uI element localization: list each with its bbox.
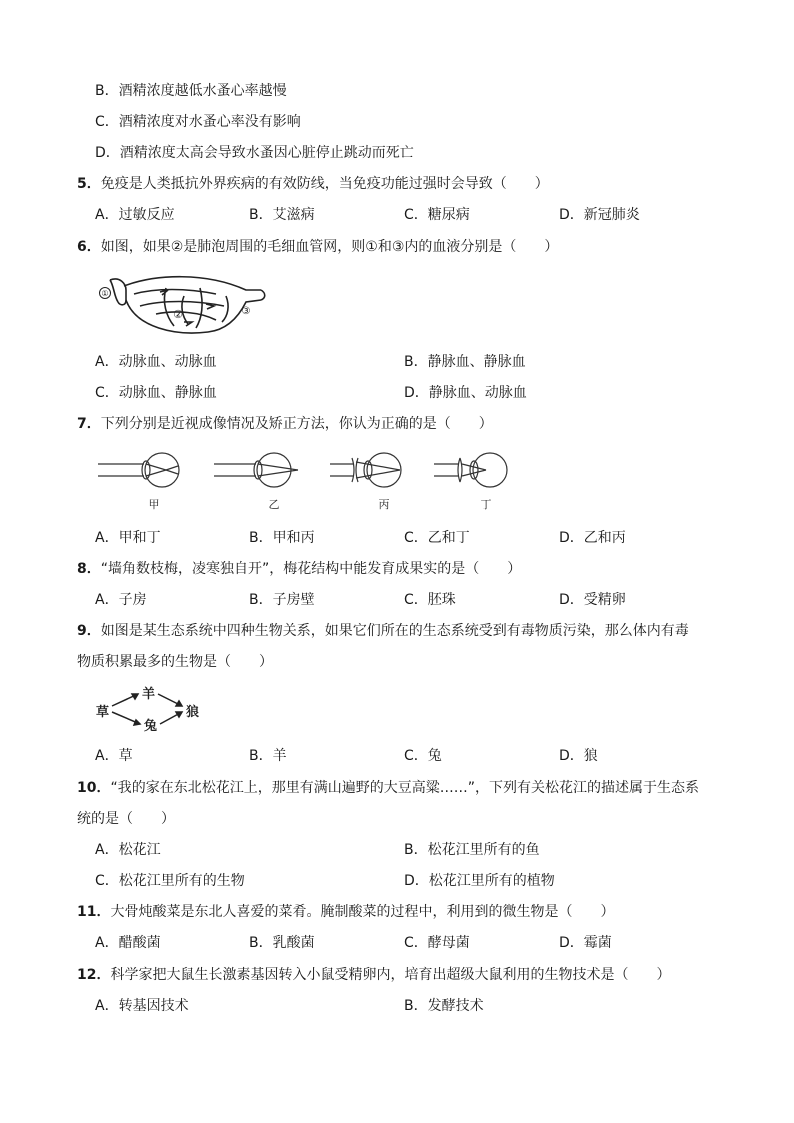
q4-option-b: B．酒精浓度越低水蚤心率越慢 bbox=[95, 83, 287, 99]
figure-label-3: ③ bbox=[241, 306, 251, 317]
food-web-grass: 草 bbox=[96, 705, 110, 720]
q6-option-d: D．静脉血、动脉血 bbox=[404, 385, 527, 401]
q8-option-c: C．胚珠 bbox=[404, 592, 456, 608]
q8-option-a: A．子房 bbox=[95, 592, 147, 608]
q12-stem: 科学家把大鼠生长激素基因转入小鼠受精卵内，培育出超级大鼠利用的生物技术是（ ） bbox=[110, 967, 671, 983]
q5-stem-line bbox=[77, 174, 549, 194]
q10-stem-line-1 bbox=[77, 778, 699, 798]
q5-option-c: C．糖尿病 bbox=[404, 207, 470, 223]
q5-option-a: A．过敏反应 bbox=[95, 207, 175, 223]
q6-option-a: A．动脉血、动脉血 bbox=[95, 354, 217, 370]
q8-option-d: D．受精卵 bbox=[559, 592, 626, 608]
q5-option-d: D．新冠肺炎 bbox=[559, 207, 640, 223]
q11-option-d: D．霉菌 bbox=[559, 935, 612, 951]
q5-number: 5． bbox=[77, 176, 101, 192]
q6-stem-line bbox=[77, 237, 558, 257]
q12-option-a: A．转基因技术 bbox=[95, 998, 189, 1014]
q9-option-c: C．兔 bbox=[404, 748, 442, 764]
q11-stem-line bbox=[77, 902, 614, 922]
q5-option-b: B．艾滋病 bbox=[249, 207, 315, 223]
q9-option-d: D．狼 bbox=[559, 748, 598, 764]
eye-label-jia: 甲 bbox=[148, 498, 160, 511]
q10-option-d: D．松花江里所有的植物 bbox=[404, 873, 555, 889]
q11-number: 11． bbox=[77, 904, 111, 920]
q6-option-c: C．动脉血、静脉血 bbox=[95, 385, 217, 401]
q7-option-a: A．甲和丁 bbox=[95, 530, 161, 546]
q11-option-a: A．醋酸菌 bbox=[95, 935, 161, 951]
q11-option-b: B．乳酸菌 bbox=[249, 935, 315, 951]
q7-stem: 下列分别是近视成像情况及矫正方法，你认为正确的是（ ） bbox=[100, 416, 493, 432]
q12-number: 12． bbox=[77, 967, 111, 983]
q8-option-b: B．子房壁 bbox=[249, 592, 315, 608]
q5-stem: 免疫是人类抵抗外界疾病的有效防线，当免疫功能过强时会导致（ ） bbox=[100, 176, 549, 192]
q6-number: 6． bbox=[77, 239, 101, 255]
q7-stem-line bbox=[77, 414, 493, 434]
q4-option-d: D．酒精浓度太高会导致水蚤因心脏停止跳动而死亡 bbox=[95, 145, 414, 161]
q7-option-b: B．甲和丙 bbox=[249, 530, 315, 546]
q9-stem-line-2: 物质积累最多的生物是（ ） bbox=[77, 654, 273, 670]
capillary-network-figure bbox=[96, 266, 266, 344]
q7-option-d: D．乙和丙 bbox=[559, 530, 626, 546]
eye-diagrams-figure bbox=[96, 446, 516, 514]
q10-option-a: A．松花江 bbox=[95, 842, 161, 858]
q8-number: 8． bbox=[77, 561, 101, 577]
q12-stem-line bbox=[77, 965, 670, 985]
figure-label-1: ① bbox=[101, 289, 109, 298]
q9-option-b: B．羊 bbox=[249, 748, 287, 764]
figure-label-2: ② bbox=[173, 308, 183, 321]
q10-stem-1: “我的家在东北松花江上，那里有满山遍野的大豆高粱……”，下列有关松花江的描述属于生态系 bbox=[110, 780, 699, 796]
q11-option-c: C．酵母菌 bbox=[404, 935, 470, 951]
q12-option-b: B．发酵技术 bbox=[404, 998, 484, 1014]
q9-number: 9． bbox=[77, 623, 101, 639]
q6-option-b: B．静脉血、静脉血 bbox=[404, 354, 526, 370]
q11-stem: 大骨炖酸菜是东北人喜爱的菜肴。腌制酸菜的过程中，利用到的微生物是（ ） bbox=[110, 904, 615, 920]
q10-number: 10． bbox=[77, 780, 111, 796]
q7-option-c: C．乙和丁 bbox=[404, 530, 470, 546]
q10-option-c: C．松花江里所有的生物 bbox=[95, 873, 245, 889]
q10-stem-line-2: 统的是（ ） bbox=[77, 811, 175, 827]
q8-stem: “墙角数枝梅，凌寒独自开”，梅花结构中能发育成果实的是（ ） bbox=[100, 561, 522, 577]
q9-stem-line-1 bbox=[77, 621, 689, 641]
q8-stem-line bbox=[77, 559, 521, 579]
food-web-figure bbox=[96, 684, 216, 734]
food-web-rabbit: 兔 bbox=[144, 719, 158, 734]
eye-label-yi: 乙 bbox=[268, 498, 280, 511]
food-web-sheep: 羊 bbox=[142, 687, 156, 702]
q9-stem-1: 如图是某生态系统中四种生物关系，如果它们所在的生态系统受到有毒物质污染，那么体内有毒 bbox=[100, 623, 689, 639]
q6-stem: 如图，如果②是肺泡周围的毛细血管网，则①和③内的血液分别是（ ） bbox=[100, 239, 559, 255]
q7-number: 7． bbox=[77, 416, 101, 432]
q9-option-a: A．草 bbox=[95, 748, 133, 764]
eye-label-ding: 丁 bbox=[480, 498, 492, 511]
eye-label-bing: 丙 bbox=[378, 498, 390, 511]
food-web-wolf: 狼 bbox=[186, 705, 200, 720]
q4-option-c: C．酒精浓度对水蚤心率没有影响 bbox=[95, 114, 301, 130]
q10-option-b: B．松花江里所有的鱼 bbox=[404, 842, 540, 858]
